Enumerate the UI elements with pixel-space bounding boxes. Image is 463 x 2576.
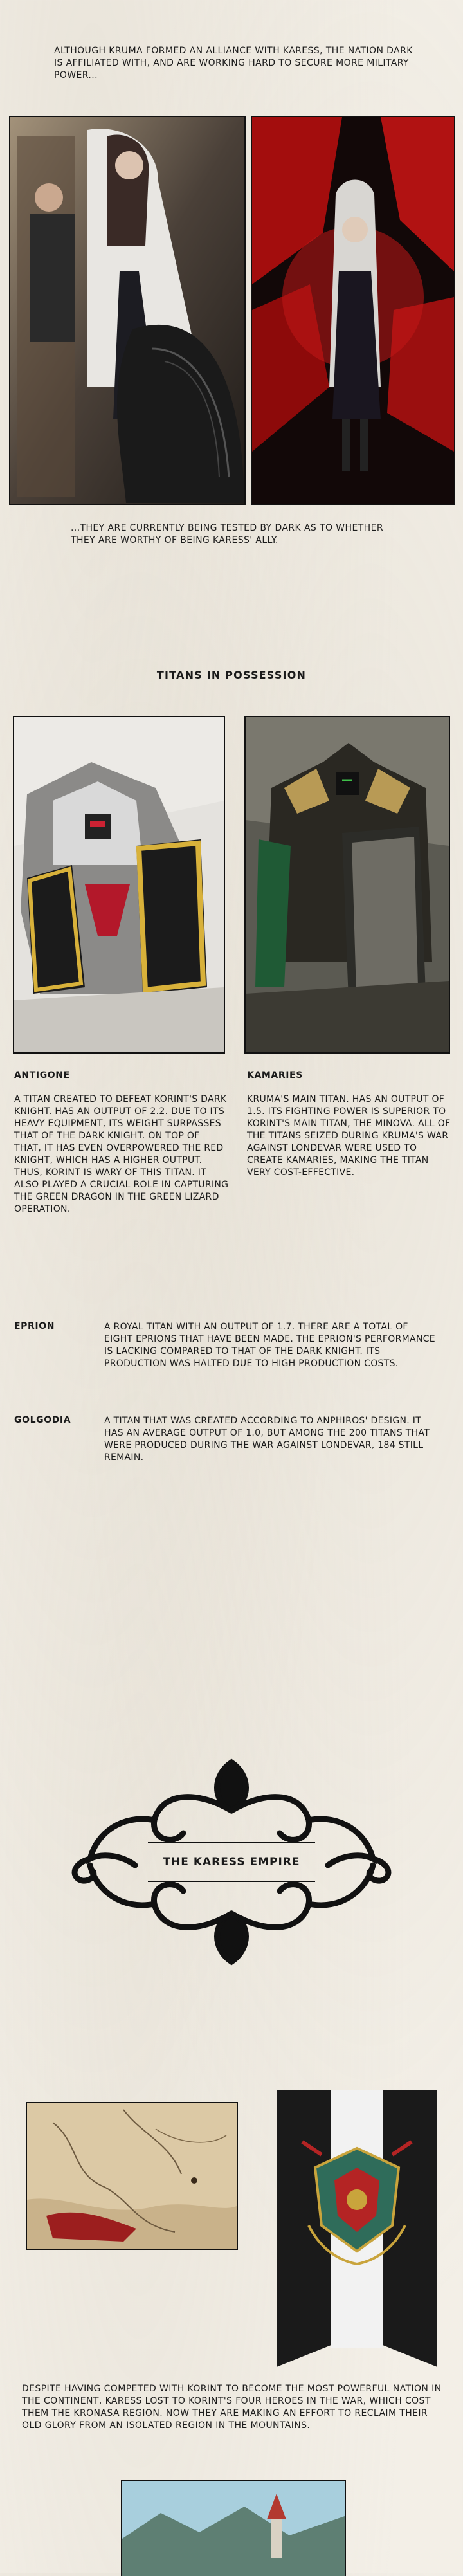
empire-title: THE KARESS EMPIRE <box>163 1856 300 1868</box>
kamaries-description: KRUMA'S MAIN TITAN. HAS AN OUTPUT OF 1.5. ITS FIGHTING POWER IS SUPERIOR TO KORINT'S MAIN TITAN, THE MINOVA. ALL OF THE TITANS SEIZED DURING KRUMA'S WAR AGAINST LONDEVAR WERE USED TO CREATE KAMARIES, MAKING THE TITAN VERY COST-EFFECTIVE. <box>247 1094 451 1178</box>
intro-bottom-caption: ...THEY ARE CURRENTLY BEING TESTED BY DARK AS TO WHETHER THEY ARE WORTHY OF BEING KARESS' ALLY. <box>71 523 383 545</box>
antigone-name: ANTIGONE <box>14 1070 70 1081</box>
empire-caption: DESPITE HAVING COMPETED WITH KORINT TO BECOME THE MOST POWERFUL NATION IN THE CONTINENT, KARESS LOST TO KORINT'S FOUR HEROES IN THE WAR, WHICH COST THEM THE KRONASA REGION. NOW THEY ARE MAKING AN EFFORT TO RECLAIM THEIR OLD GLORY FROM AN ISOLATED REGION IN THE MOUNTAINS. <box>22 2384 442 2431</box>
crest-banner-icon <box>277 2090 437 2380</box>
eprion-name: EPRION <box>14 1321 55 1331</box>
castle-landscape-illustration <box>122 2481 345 2576</box>
story-panel-red-scene <box>251 116 455 505</box>
woman-scene-illustration <box>10 117 244 504</box>
titans-section-heading: TITANS IN POSSESSION <box>156 669 307 681</box>
kamaries-image <box>244 716 450 1054</box>
antigone-titan-illustration <box>14 717 224 1052</box>
golgodia-name: GOLGODIA <box>14 1415 71 1425</box>
story-panel-woman-scene <box>9 116 246 505</box>
castle-panel-image <box>121 2480 346 2576</box>
map-illustration <box>27 2103 237 2249</box>
red-aura-illustration <box>252 117 454 504</box>
kamaries-titan-illustration <box>246 717 449 1052</box>
kamaries-name: KAMARIES <box>247 1070 303 1081</box>
intro-top-caption: ALTHOUGH KRUMA FORMED AN ALLIANCE WITH KARESS, THE NATION DARK IS AFFILIATED WITH, AND ARE WORKING HARD TO SECURE MORE MILITARY POWER... <box>54 46 413 80</box>
empire-map-image <box>26 2102 238 2250</box>
golgodia-description: A TITAN THAT WAS CREATED ACCORDING TO ANPHIROS' DESIGN. IT HAS AN AVERAGE OUTPUT OF 1.0, BUT AMONG THE 200 TITANS THAT WERE PRODUCED DURING THE WAR AGAINST LONDEVAR, 184 STILL REMAIN. <box>104 1416 430 1463</box>
antigone-description: A TITAN CREATED TO DEFEAT KORINT'S DARK KNIGHT. HAS AN OUTPUT OF 2.2. DUE TO ITS HEAVY EQUIPMENT, ITS WEIGHT SURPASSES THAT OF THE DARK KNIGHT. ON TOP OF THAT, IT HAS EVEN OVERPOWERED THE RED KNIGHT, WHICH HAS A HIGHER OUTPUT. THUS, KORINT IS WARY OF THIS TITAN. IT ALSO PLAYED A CRUCIAL ROLE IN CAPTURING THE GREEN DRAGON IN THE GREEN LIZARD OPERATION. <box>14 1094 229 1214</box>
antigone-image <box>13 716 225 1054</box>
empire-banner <box>277 2090 437 2380</box>
eprion-description: A ROYAL TITAN WITH AN OUTPUT OF 1.7. THERE ARE A TOTAL OF EIGHT EPRIONS THAT HAVE BEEN MADE. THE EPRION'S PERFORMANCE IS LACKING COMPARED TO THAT OF THE DARK KNIGHT. ITS PRODUCTION WAS HALTED DUE TO HIGH PRODUCTION COSTS. <box>104 1322 435 1369</box>
